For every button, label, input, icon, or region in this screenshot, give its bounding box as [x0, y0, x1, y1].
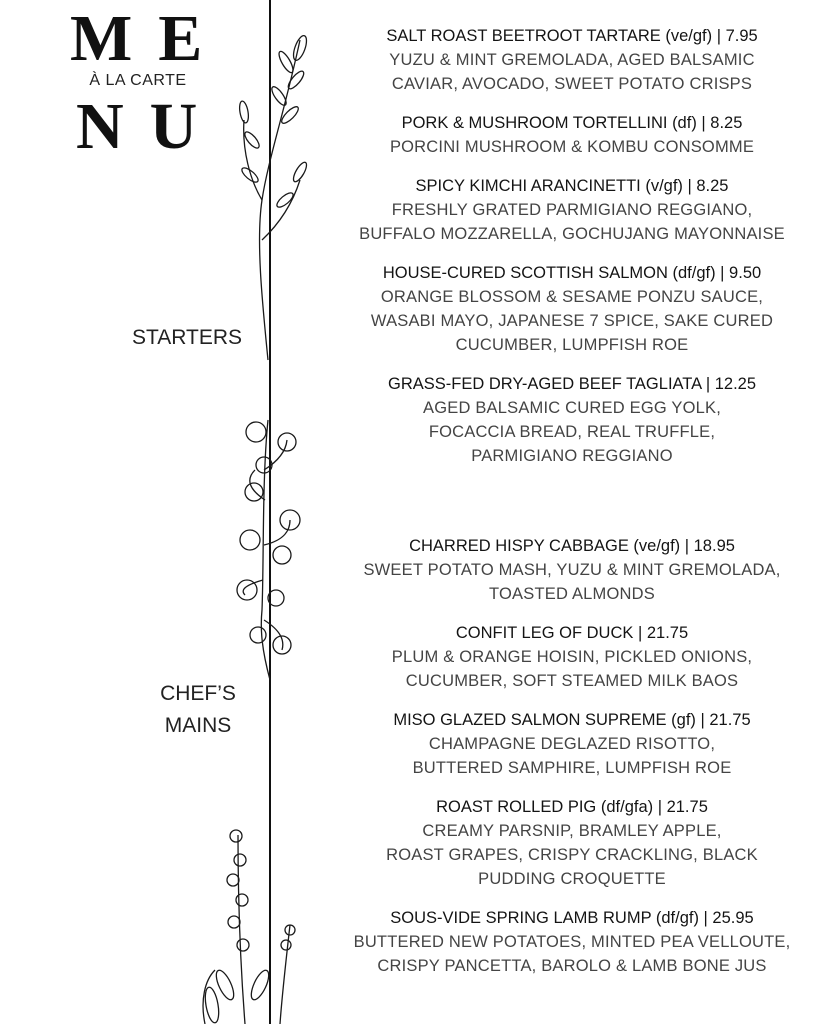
menu-item-name: GRASS-FED DRY-AGED BEEF TAGLIATA | 12.25: [387, 375, 757, 393]
menu-item-name: SPICY KIMCHI ARANCINETTI (v/gf) | 8.25: [415, 177, 729, 195]
menu-item: [322, 24, 822, 96]
menu-item-description: BUTTERED SAMPHIRE, LUMPFISH ROE: [412, 759, 732, 777]
flower-stem-icon: [237, 420, 300, 680]
menu-title-top: ME: [70, 2, 229, 75]
menu-item-name: SALT ROAST BEETROOT TARTARE (ve/gf) | 7.95: [386, 27, 758, 45]
section-label-mains: [140, 678, 256, 742]
menu-item-description: PLUM & ORANGE HOISIN, PICKLED ONIONS,: [391, 648, 753, 666]
menu-item-name: SOUS-VIDE SPRING LAMB RUMP (df/gf) | 25.95: [390, 909, 754, 927]
menu-item-description: WASABI MAYO, JAPANESE 7 SPICE, SAKE CURED: [370, 312, 774, 330]
menu-item-description: CHAMPAGNE DEGLAZED RISOTTO,: [428, 735, 716, 753]
menu-item-name: CONFIT LEG OF DUCK | 21.75: [455, 624, 689, 642]
menu-item-description: YUZU & MINT GREMOLADA, AGED BALSAMIC: [389, 51, 755, 69]
menu-item-description: BUTTERED NEW POTATOES, MINTED PEA VELLOUTE,: [353, 933, 791, 951]
menu-item-description: CREAMY PARSNIP, BRAMLEY APPLE,: [422, 822, 722, 840]
menu-subtitle: À LA CARTE: [89, 72, 187, 89]
menu-item-description: FOCACCIA BREAD, REAL TRUFFLE,: [428, 423, 716, 441]
menu-item-description: CUCUMBER, LUMPFISH ROE: [455, 336, 689, 354]
mains-list: [322, 534, 822, 993]
menu-item-name: ROAST ROLLED PIG (df/gfa) | 21.75: [436, 798, 708, 816]
menu-item-description: PARMIGIANO REGGIANO: [471, 447, 673, 465]
herb-flower-icon: [203, 830, 295, 1024]
menu-item-description: ROAST GRAPES, CRISPY CRACKLING, BLACK: [386, 846, 758, 864]
menu-item-description: AGED BALSAMIC CURED EGG YOLK,: [423, 399, 721, 417]
menu-item-name: PORK & MUSHROOM TORTELLINI (df) | 8.25: [401, 114, 743, 132]
starters-list: [322, 24, 822, 483]
menu-item: [322, 174, 822, 246]
section-label-starters: STARTERS: [131, 326, 243, 349]
menu-item-description: ORANGE BLOSSOM & SESAME PONZU SAUCE,: [380, 288, 764, 306]
menu-item-name: CHARRED HISPY CABBAGE (ve/gf) | 18.95: [409, 537, 735, 555]
menu-item-name: MISO GLAZED SALMON SUPREME (gf) | 21.75: [393, 711, 751, 729]
menu-item-description: TOASTED ALMONDS: [489, 585, 655, 603]
menu-item-description: SWEET POTATO MASH, YUZU & MINT GREMOLADA,: [363, 561, 781, 579]
menu-item-description: CRISPY PANCETTA, BAROLO & LAMB BONE JUS: [377, 957, 767, 975]
section-label-mains-line2: MAINS: [164, 714, 232, 737]
menu-item-description: BUFFALO MOZZARELLA, GOCHUJANG MAYONNAISE: [359, 225, 785, 243]
menu-item-description: PORCINI MUSHROOM & KOMBU CONSOMME: [389, 138, 755, 156]
menu-item: [322, 372, 822, 468]
menu-item: [322, 795, 822, 891]
menu-title-bottom: NU: [76, 90, 224, 163]
menu-item-name: HOUSE-CURED SCOTTISH SALMON (df/gf) | 9.50: [382, 264, 762, 282]
menu-item-description: FRESHLY GRATED PARMIGIANO REGGIANO,: [391, 201, 753, 219]
menu-item: [322, 906, 822, 978]
menu-item: [322, 261, 822, 357]
menu-item: [322, 708, 822, 780]
menu-item-description: CUCUMBER, SOFT STEAMED MILK BAOS: [405, 672, 739, 690]
menu-item-description: PUDDING CROQUETTE: [478, 870, 666, 888]
menu-item: [322, 534, 822, 606]
menu-item-description: CAVIAR, AVOCADO, SWEET POTATO CRISPS: [391, 75, 753, 93]
menu-item: [322, 111, 822, 159]
menu-item: [322, 621, 822, 693]
section-label-mains-line1: CHEF’S: [160, 682, 236, 705]
leaf-sprig-icon: [238, 34, 309, 360]
